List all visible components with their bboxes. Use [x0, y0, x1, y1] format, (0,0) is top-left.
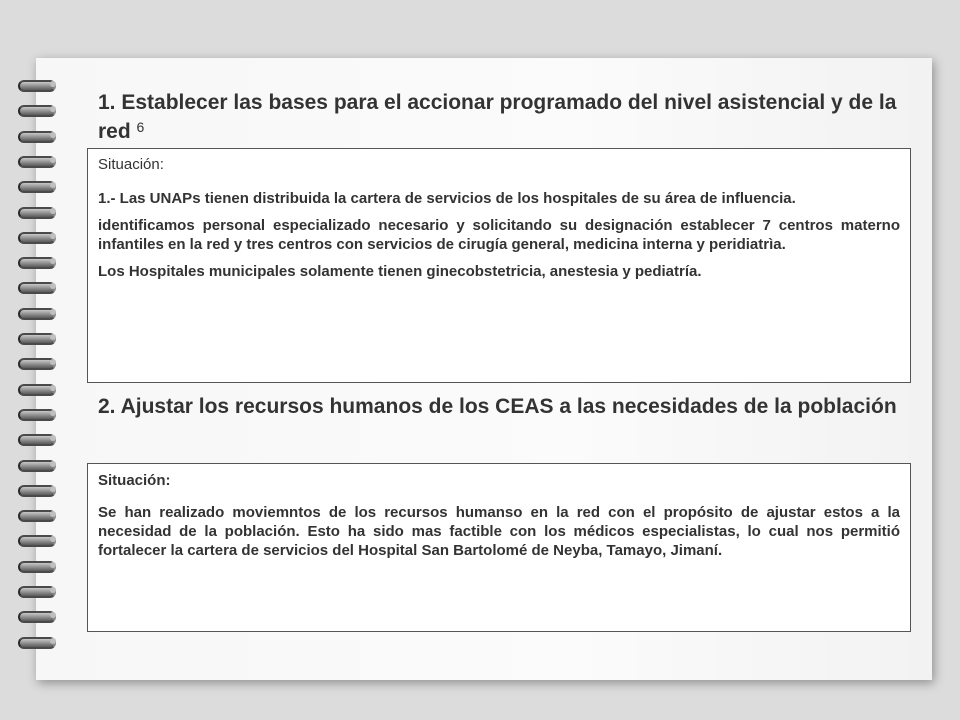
spiral-ring-icon — [12, 78, 56, 91]
spiral-ring-icon — [12, 331, 56, 344]
situation-box-2 — [87, 463, 911, 632]
situation-paragraph: Los Hospitales municipales solamente tienen ginecobstetricia, anestesia y pediatría. — [98, 263, 702, 280]
section1-title-text: 1. Establecer las bases para el accionar programado del nivel asistencial y de la red — [98, 91, 897, 143]
spiral-ring-icon — [12, 382, 56, 395]
spiral-ring-icon — [12, 533, 56, 546]
spiral-ring-icon — [12, 508, 56, 521]
situation-paragraph: Se han realizado moviemntos de los recursos humanso en la red con el propósito de ajustar estos a la necesidad de la población. Esto ha sido mas factible con los médicos especialistas, lo cual nos permitió fortalecer la cartera de servicios del Hospital San Bartolomé de Neyba, Tamayo, Jimaní. — [98, 504, 900, 559]
spiral-binding-icon — [12, 78, 58, 658]
footnote-marker: 6 — [136, 119, 145, 135]
spiral-ring-icon — [12, 306, 56, 319]
spiral-ring-icon — [12, 432, 56, 445]
spiral-ring-icon — [12, 103, 56, 116]
spiral-ring-icon — [12, 356, 56, 369]
spiral-ring-icon — [12, 483, 56, 496]
section2-title: 2. Ajustar los recursos humanos de los CEAS a las necesidades de la población — [98, 395, 897, 418]
spiral-ring-icon — [12, 154, 56, 167]
situation-box-1 — [87, 148, 911, 383]
spiral-ring-icon — [12, 230, 56, 243]
section1-title — [98, 90, 898, 144]
spiral-ring-icon — [12, 255, 56, 268]
situation-label: Situación: — [98, 472, 171, 489]
spiral-ring-icon — [12, 205, 56, 218]
situation-paragraph: identificamos personal especializado necesario y solicitando su designación establecer 7 centros materno infantiles en la red y tres centros con servicios de cirugía general, medicina interna y peridiatrìa. — [98, 217, 900, 253]
spiral-ring-icon — [12, 407, 56, 420]
spiral-ring-icon — [12, 635, 56, 648]
situation-label: Situación: — [98, 156, 164, 173]
spiral-ring-icon — [12, 179, 56, 192]
spiral-ring-icon — [12, 609, 56, 622]
spiral-ring-icon — [12, 458, 56, 471]
spiral-ring-icon — [12, 280, 56, 293]
spiral-ring-icon — [12, 559, 56, 572]
situation-paragraph: 1.- Las UNAPs tienen distribuida la cartera de servicios de los hospitales de su área de influencia. — [98, 190, 796, 207]
spiral-ring-icon — [12, 584, 56, 597]
spiral-ring-icon — [12, 129, 56, 142]
